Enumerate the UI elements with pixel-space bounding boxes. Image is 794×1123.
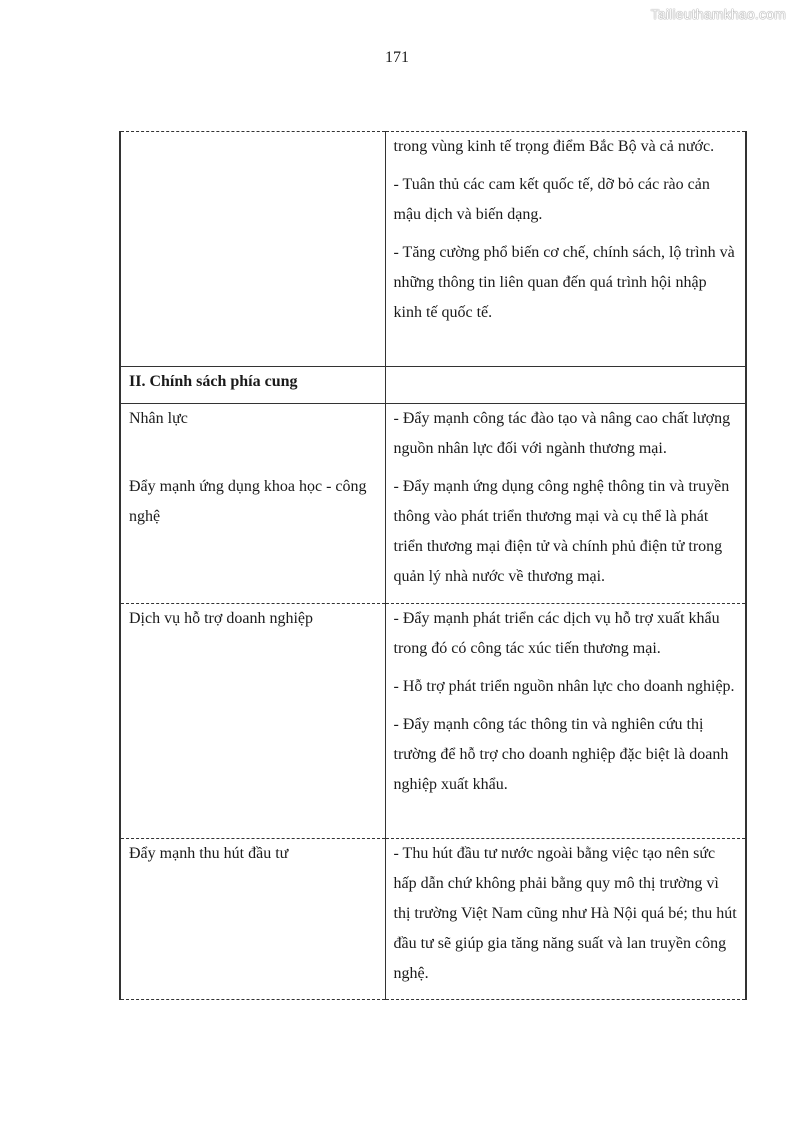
table-cell-right <box>385 839 746 1000</box>
policy-category: Nhân lực <box>129 410 188 427</box>
section-heading: II. Chính sách phía cung <box>120 367 385 404</box>
policy-item: - Thu hút đầu tư nước ngoài bằng việc tạo nên sức hấp dẫn chứ không phải bằng quy mô thị trường vì thị trường Việt Nam cũng như Hà Nội quá bé; thu hút đầu tư sẽ giúp gia tăng năng suất và lan truyền công nghệ. <box>393 845 737 982</box>
policy-item: - Đẩy mạnh công tác đào tạo và nâng cao chất lượng nguồn nhân lực đối với ngành thương mại. <box>393 410 731 457</box>
policy-item: - Đẩy mạnh phát triển các dịch vụ hỗ trợ xuất khẩu trong đó có công tác xúc tiến thương mại. <box>393 610 720 657</box>
policy-category: Dịch vụ hỗ trợ doanh nghiệp <box>129 610 313 627</box>
table-cell-left <box>120 132 385 367</box>
policy-item: trong vùng kinh tế trọng điểm Bắc Bộ và cả nước. <box>393 138 715 155</box>
table-row <box>120 604 746 839</box>
table-cell-right <box>385 604 746 839</box>
table-cell-right <box>385 404 746 604</box>
table-row <box>120 367 746 404</box>
policy-item: - Đẩy mạnh ứng dụng công nghệ thông tin và truyền thông vào phát triển thương mại và cụ thể là phát triển thương mại điện tử và chính phủ điện tử trong quản lý nhà nước về thương mại. <box>393 478 730 585</box>
watermark: Tailieuthamkhao.com <box>650 6 786 22</box>
table-row <box>120 404 746 604</box>
table-row <box>120 132 746 367</box>
table-cell-left <box>120 604 385 839</box>
policy-item: - Tăng cường phổ biến cơ chế, chính sách, lộ trình và những thông tin liên quan đến quá trình hội nhập kinh tế quốc tế. <box>393 244 735 321</box>
policy-item: - Tuân thủ các cam kết quốc tế, dỡ bỏ các rào cản mậu dịch và biến dạng. <box>393 176 710 223</box>
table-cell-left <box>120 839 385 1000</box>
policy-table <box>119 131 747 1000</box>
table-cell-right <box>385 132 746 367</box>
policy-category: Đẩy mạnh thu hút đầu tư <box>129 845 289 862</box>
table-cell-left <box>120 404 385 604</box>
table-row <box>120 839 746 1000</box>
policy-item: - Hỗ trợ phát triển nguồn nhân lực cho doanh nghiệp. <box>393 678 735 695</box>
policy-category: Đẩy mạnh ứng dụng khoa học - công nghệ <box>129 478 367 525</box>
table-cell-right <box>385 367 746 404</box>
policy-item: - Đẩy mạnh công tác thông tin và nghiên cứu thị trường để hỗ trợ cho doanh nghiệp đặc biệt là doanh nghiệp xuất khẩu. <box>393 716 729 793</box>
page-number: 171 <box>385 49 409 66</box>
